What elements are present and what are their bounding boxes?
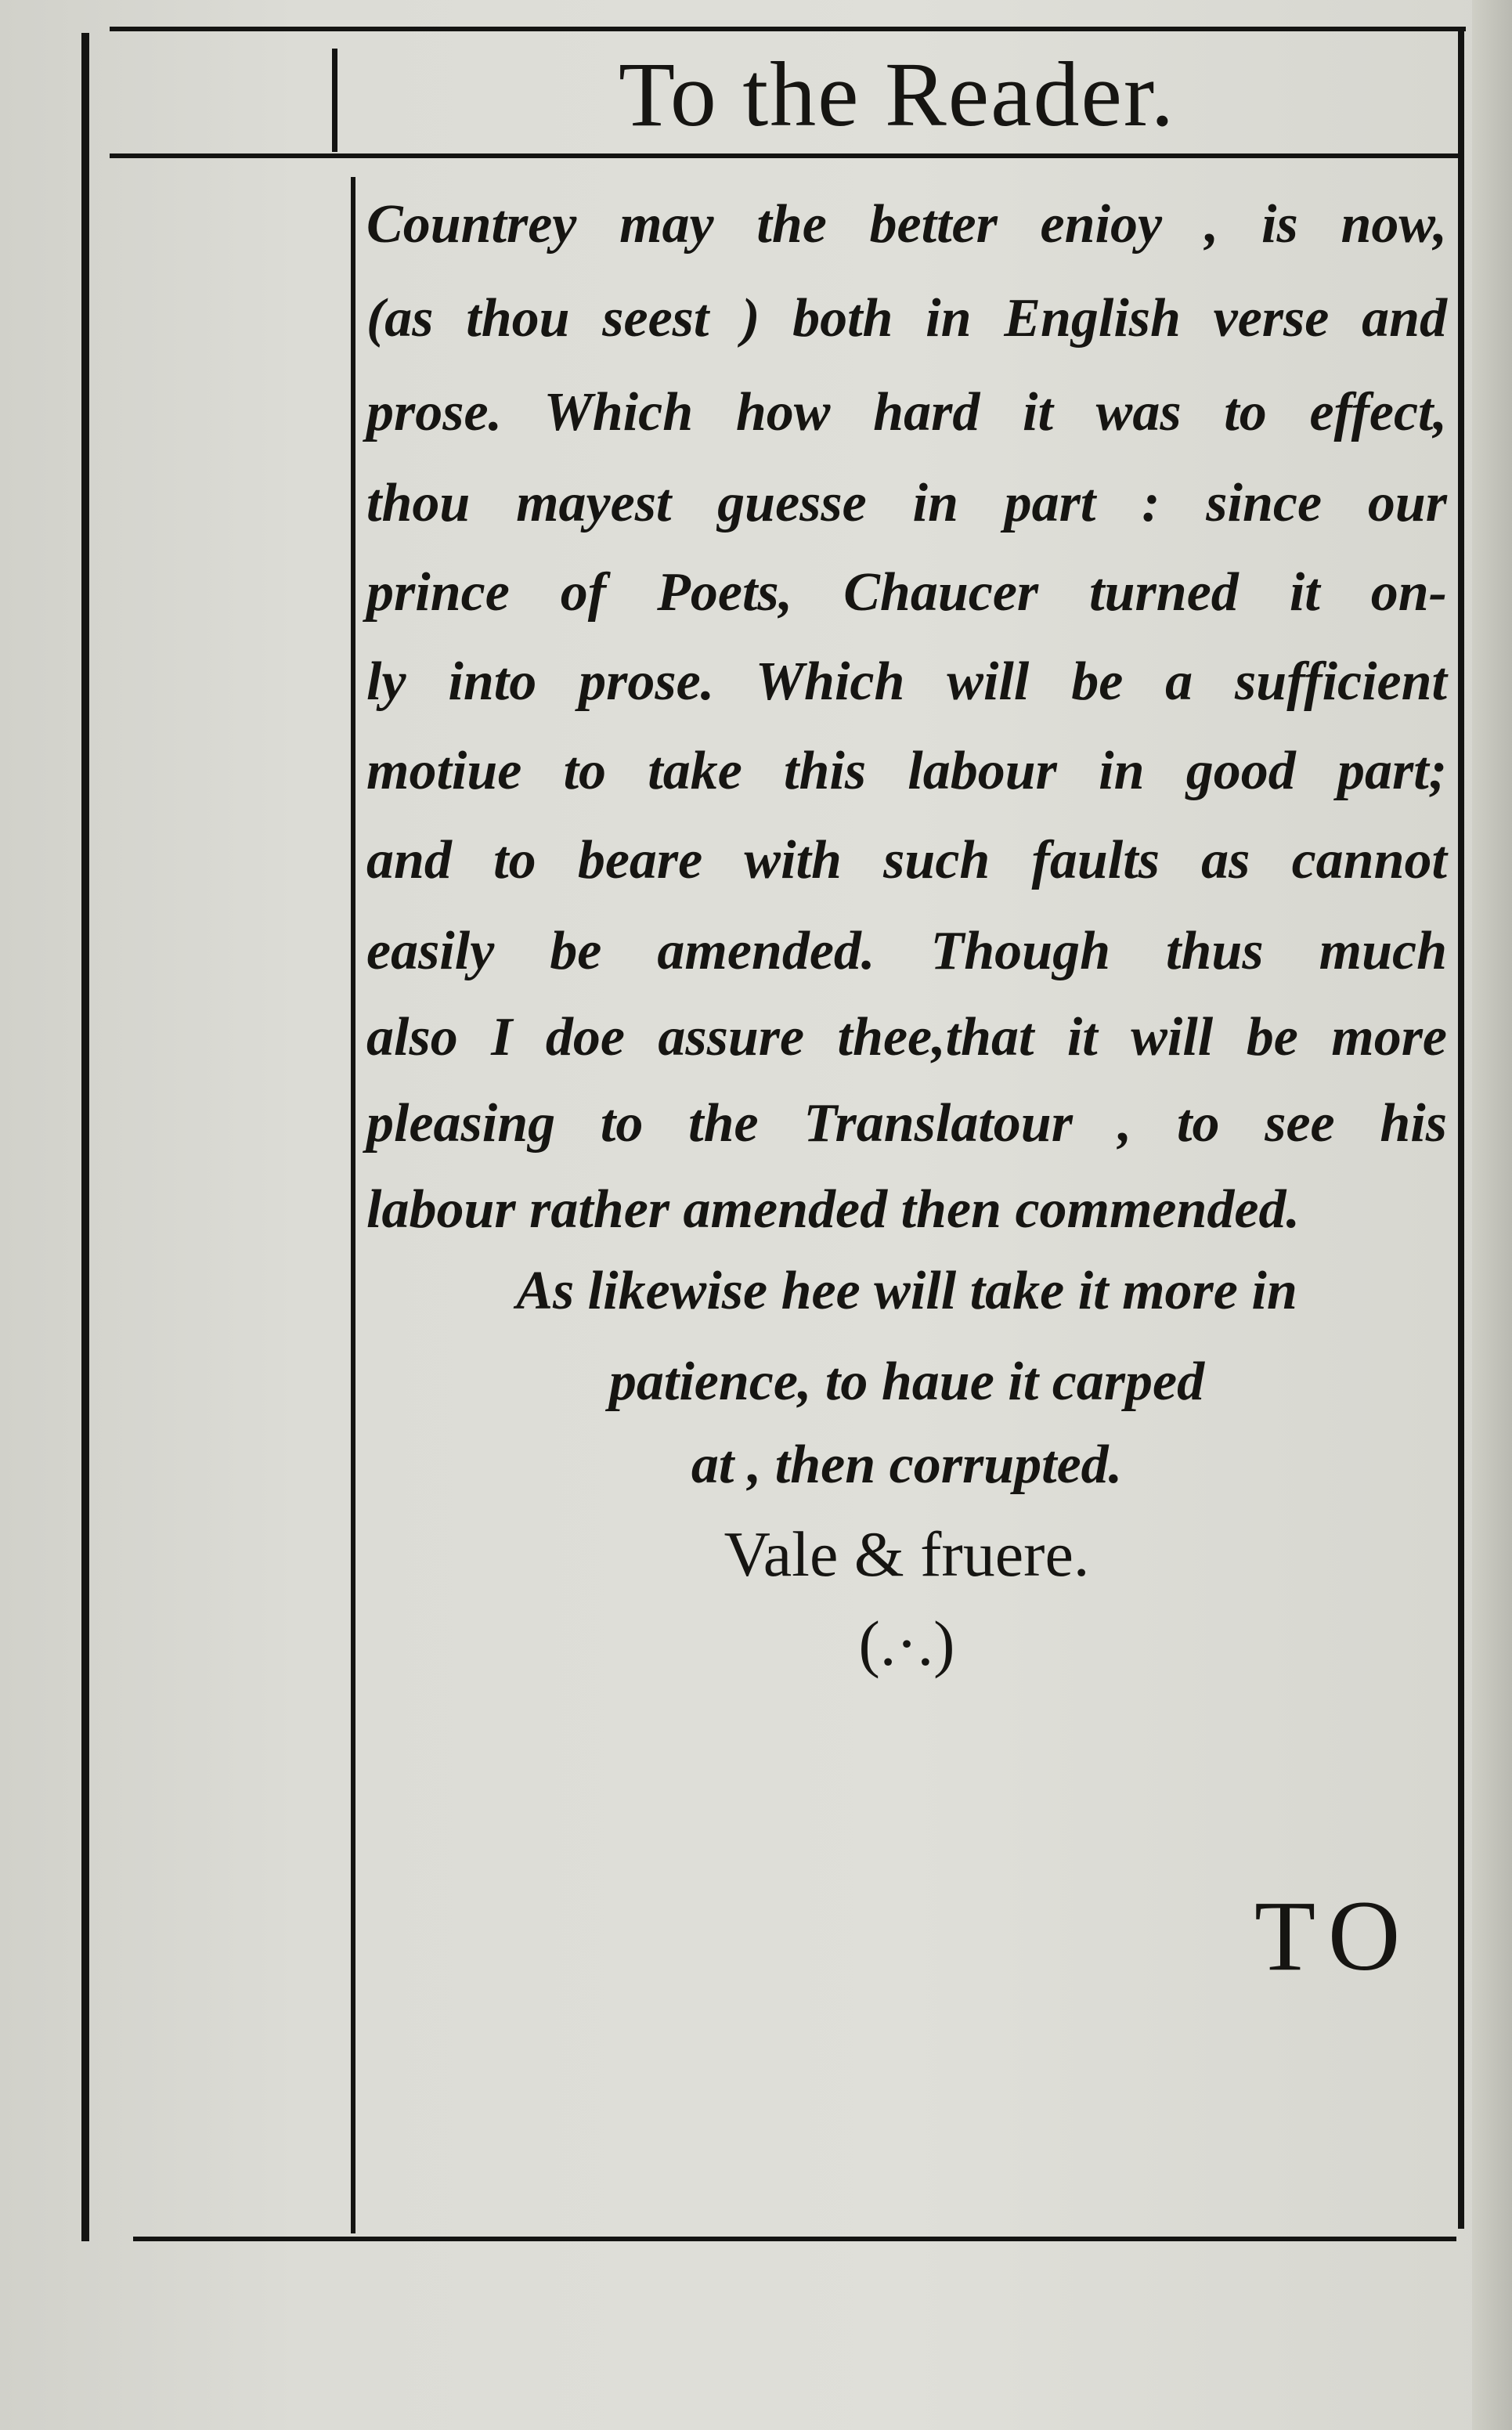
running-header: To the Reader.	[619, 43, 1176, 146]
closing-line: As likewise hee will take it more in	[516, 1261, 1297, 1321]
frame-top-rule	[110, 27, 1466, 31]
header-margin-mark	[332, 49, 337, 152]
farewell-line: Vale & fruere.	[724, 1518, 1090, 1590]
text-line: motiue to take this labour in good part;	[366, 741, 1447, 801]
margin-column-rule	[351, 177, 355, 2233]
text-line: thou mayest guesse in part : since our	[366, 473, 1447, 533]
text-line: and to beare with such faults as cannot	[366, 830, 1447, 890]
closing-line: patience, to haue it carped	[608, 1352, 1205, 1412]
frame-bottom-rule	[133, 2237, 1456, 2241]
text-line: easily be amended. Though thus much	[366, 921, 1447, 981]
catchword: TO	[1254, 1880, 1415, 1991]
text-line: Countrey may the better enioy , is now,	[366, 194, 1447, 255]
text-line: labour rather amended then commended.	[366, 1179, 1300, 1240]
closing-ornament: (.·.)	[858, 1608, 955, 1679]
text-line: also I doe assure thee,that it will be more	[366, 1007, 1447, 1067]
header-underline-rule	[110, 153, 1458, 158]
text-line: ly into prose. Which will be a sufficient	[366, 652, 1447, 712]
frame-left-rule	[81, 33, 89, 2241]
frame-right-rule	[1458, 28, 1464, 2229]
text-line: prose. Which how hard it was to effect,	[366, 382, 1447, 442]
closing-line: at , then corrupted.	[691, 1435, 1123, 1495]
text-line: pleasing to the Translatour , to see his	[366, 1093, 1447, 1154]
page-edge-shadow	[1472, 0, 1512, 2430]
text-line: (as thou seest ) both in English verse and	[366, 288, 1447, 348]
text-line: prince of Poets, Chaucer turned it on-	[366, 562, 1447, 623]
